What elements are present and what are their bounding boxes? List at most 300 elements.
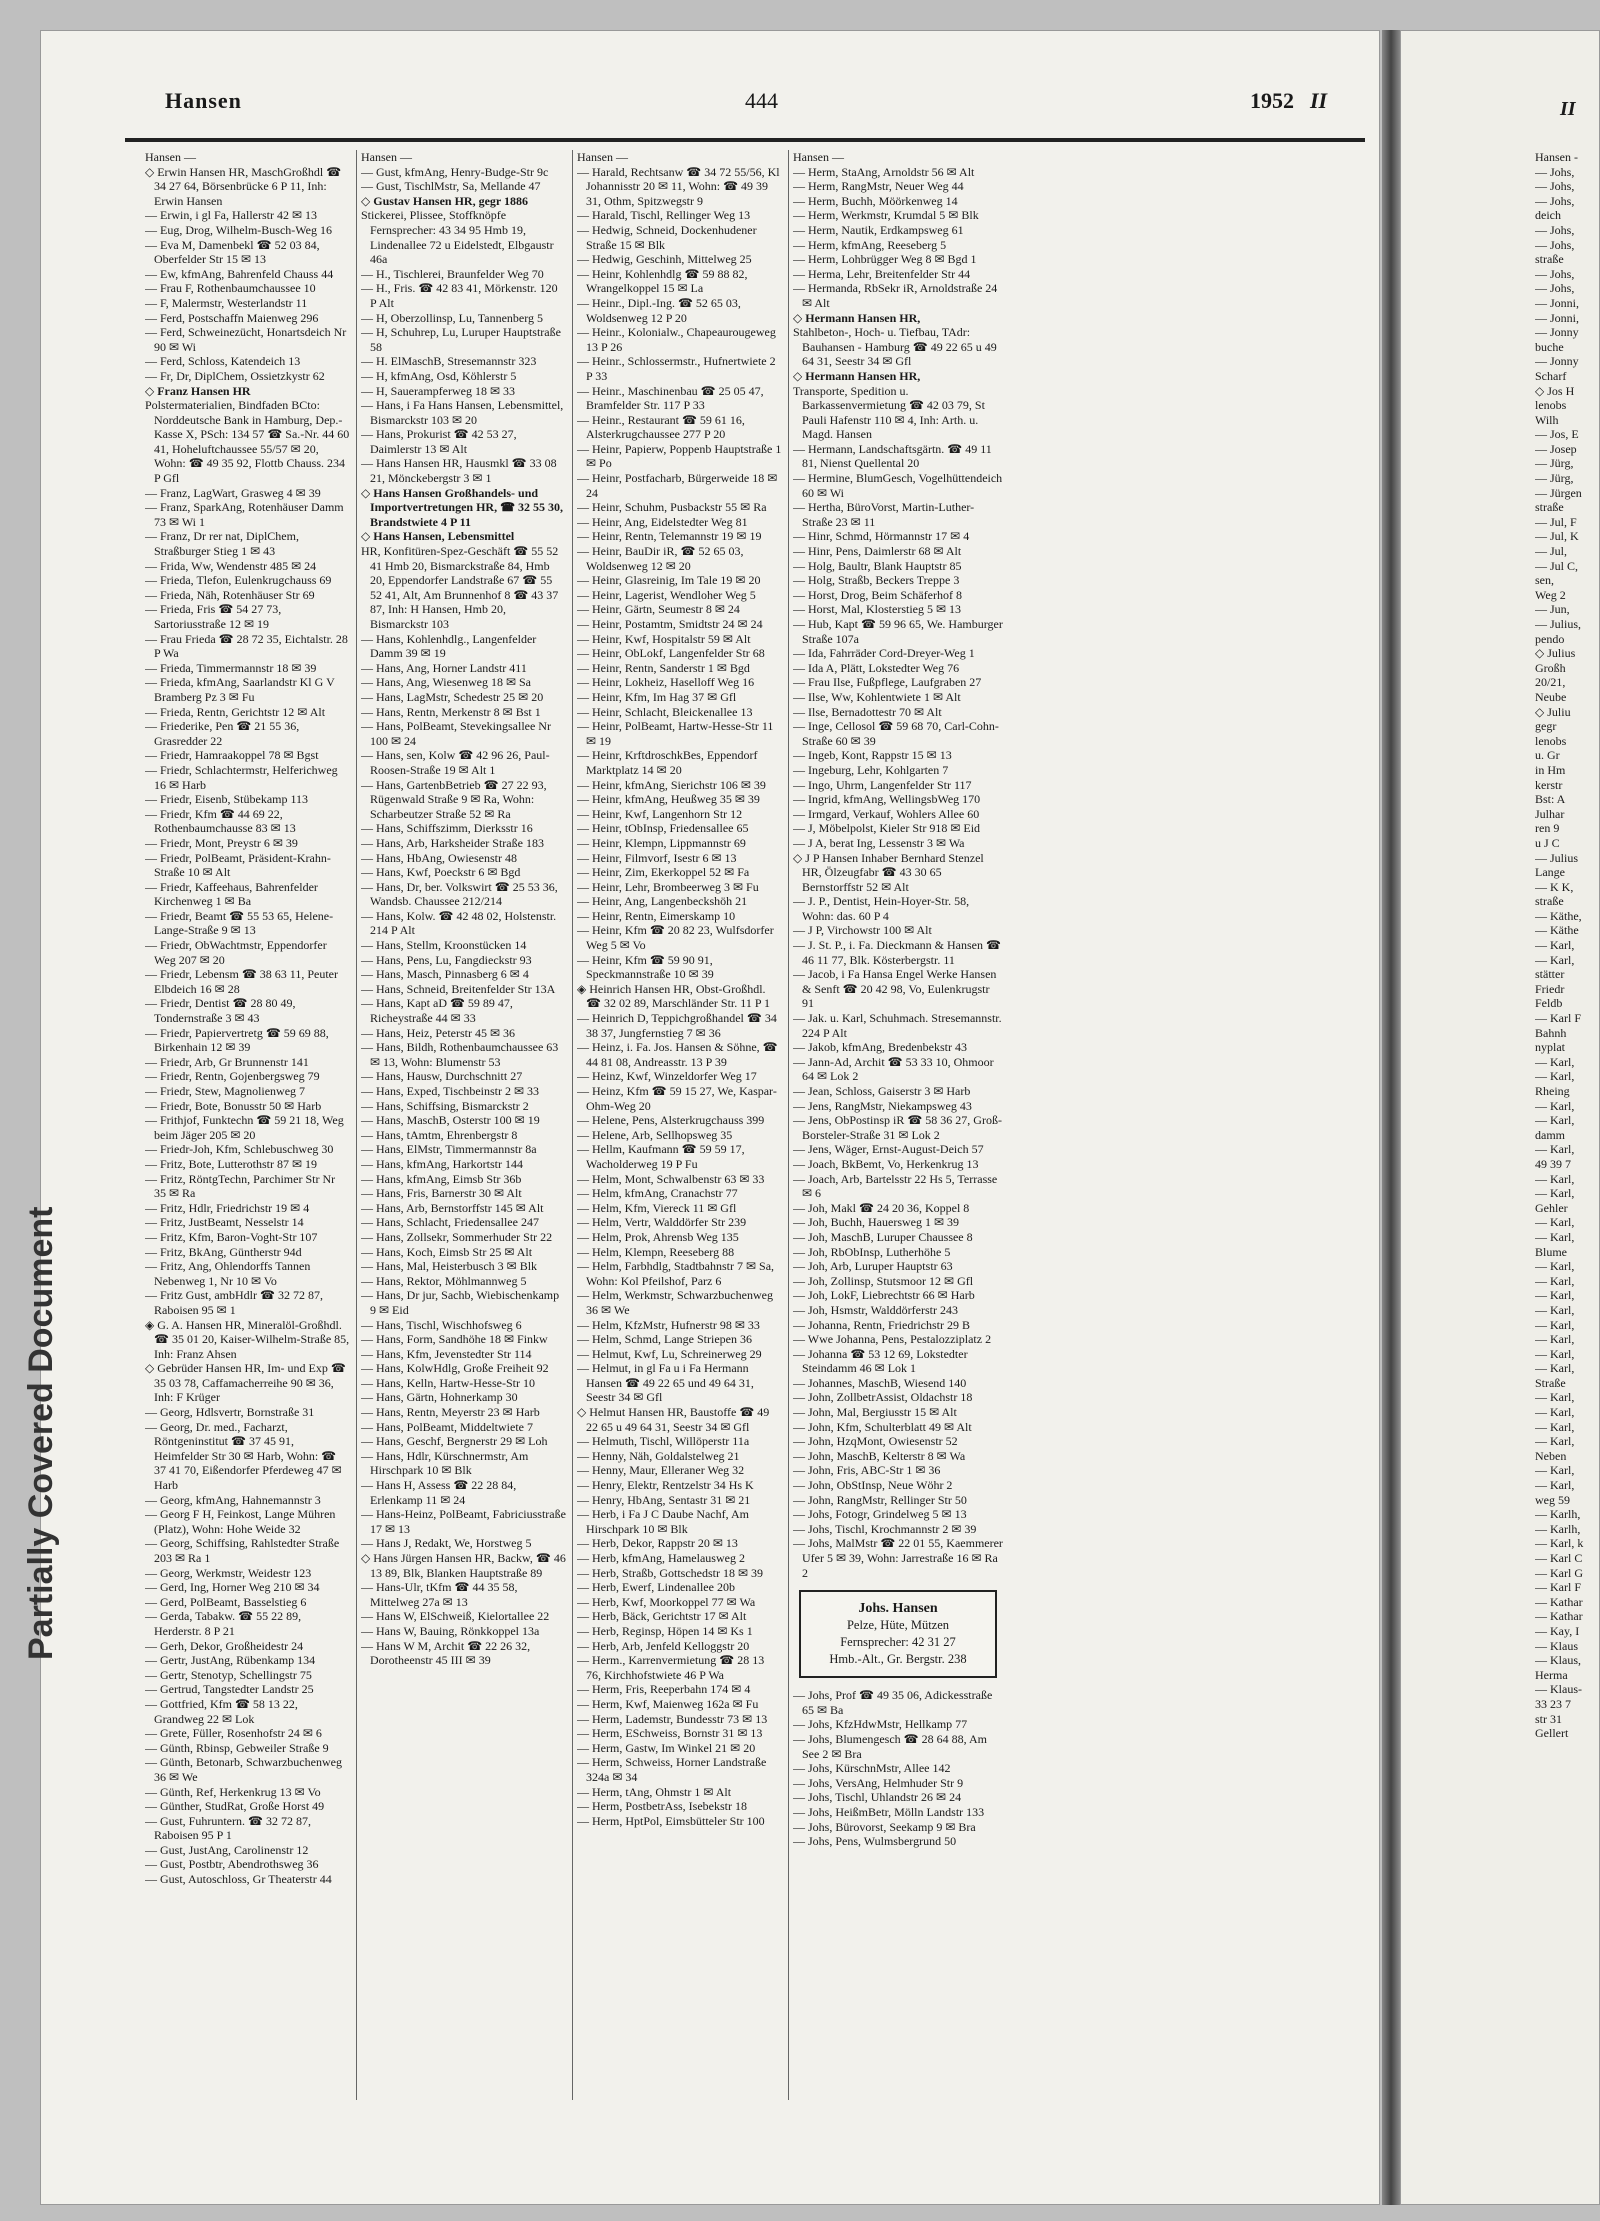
directory-entry: — Johs, Blumengesch ☎ 28 64 88, Am See 2 ✉ Bra xyxy=(793,1731,987,1761)
adjacent-entry: straße xyxy=(1535,894,1564,909)
directory-entry: — Herb, Kwf, Moorkoppel 77 ✉ Wa xyxy=(577,1594,756,1609)
directory-entry: ◇ Franz Hansen HR xyxy=(145,383,251,398)
adjacent-entry: lenobs xyxy=(1535,398,1567,413)
directory-entry: — Heinr, Papierw, Poppenb Hauptstraße 1 ✉ Po xyxy=(577,441,782,471)
directory-entry: — Johannes, MaschB, Wiesend 140 xyxy=(793,1375,967,1390)
directory-entry: — Frithjof, Funktechn ☎ 59 21 18, Weg beim Jäger 205 ✉ 20 xyxy=(145,1113,344,1142)
adjacent-entry: Straße xyxy=(1535,1375,1566,1390)
adjacent-entry: — Karl, xyxy=(1535,1346,1575,1361)
directory-entry: — Hinr, Pens, Daimlerstr 68 ✉ Alt xyxy=(793,544,962,559)
directory-entry: — Heinr., Restaurant ☎ 59 61 16, Alsterkrugchaussee 277 P 20 xyxy=(577,412,745,442)
directory-entry: — Friedr, ObWachtmstr, Eppendorfer Weg 207 ✉ 20 xyxy=(145,938,327,967)
directory-entry: — Heinr, Kfm ☎ 20 82 23, Wulfsdorfer Weg 5 ✉ Vo xyxy=(577,923,774,953)
adjacent-entry: 49 39 7 xyxy=(1535,1156,1571,1171)
directory-entry: — Fritz, BkAng, Güntherstr 94d xyxy=(145,1244,302,1259)
adjacent-entry: — Julius, xyxy=(1535,617,1582,631)
directory-entry: — J P, Virchowstr 100 ✉ Alt xyxy=(793,923,932,938)
directory-entry: — Helm, Mont, Schwalbenstr 63 ✉ 33 xyxy=(577,1171,765,1186)
directory-entry: — Henry, Elektr, Rentzelstr 34 Hs K xyxy=(577,1478,754,1493)
directory-entry: — Henry, HbAng, Sentastr 31 ✉ 21 xyxy=(577,1492,751,1507)
directory-entry: — Heinr, Kfm ☎ 59 90 91, Speckmannstraße 10 ✉ 39 xyxy=(577,952,714,982)
directory-entry: — Hans, Kohlenhdlg., Langenfelder Damm 39 ✉ 19 xyxy=(361,631,537,661)
ad-line: Pelze, Hüte, Mützen xyxy=(846,1618,950,1633)
directory-entry: — Ida A, Plätt, Lokstedter Weg 76 xyxy=(793,660,960,675)
directory-entry: — H. ElMaschB, Stresemannstr 323 xyxy=(361,354,537,369)
adjacent-entry: — Jürgen xyxy=(1535,485,1582,500)
directory-entry: — Heinr, kfmAng, Sierichstr 106 ✉ 39 xyxy=(577,777,766,792)
directory-entry: — Johs, MalMstr ☎ 22 01 55, Kaemmerer Ufer 5 ✉ 39, Wohn: Jarrestraße 16 ✉ Ra 2 xyxy=(793,1536,1003,1580)
column-divider xyxy=(356,150,357,2100)
directory-entry: — Friedr, Eisenb, Stübekamp 113 xyxy=(145,792,309,807)
directory-entry: — H, Schuhrep, Lu, Luruper Hauptstraße 58 xyxy=(361,325,561,354)
directory-entry: — Joh, MaschB, Luruper Chaussee 8 xyxy=(793,1229,973,1244)
adjacent-entry: — Jürg, xyxy=(1535,471,1574,486)
column-divider xyxy=(572,150,573,2100)
directory-entry: — Hans, Arb, Bernstorffstr 145 ✉ Alt xyxy=(361,1200,544,1215)
adjacent-entry: — Karl, xyxy=(1535,1405,1575,1420)
directory-entry: — Herm, Lademstr, Bundesstr 73 ✉ 13 xyxy=(577,1711,768,1726)
directory-entry: — Georg, Dr. med., Facharzt, Röntgeninstitut ☎ 37 45 91, Heimfelder Str 30 ✉ Harb, Wohn: ☎ 37 41 70, Eißendorfer Pferdeweg 47 ✉ Harb xyxy=(145,1419,342,1493)
directory-entry: — Friedr, Rentn, Gojenbergsweg 79 xyxy=(145,1069,320,1084)
directory-entry: — Hans, Ang, Horner Landstr 411 xyxy=(361,660,527,675)
directory-entry: — Ingo, Uhrm, Langenfelder Str 117 xyxy=(793,777,972,792)
directory-entry: — Friedr, Hamraakoppel 78 ✉ Bgst xyxy=(145,748,319,763)
spine-watermark xyxy=(0,960,60,1660)
advertisement-box xyxy=(799,1590,997,1678)
directory-entry: — Jann-Ad, Archit ☎ 53 33 10, Ohmoor 64 ✉ Lok 2 xyxy=(793,1054,994,1084)
adjacent-entry: — K K, xyxy=(1535,879,1574,894)
directory-entry: — Fritz, Hdlr, Friedrichstr 19 ✉ 4 xyxy=(145,1200,310,1215)
directory-entry: Stickerei, Plissee, Stoffknöpfe Fernsprecher: 43 34 95 Hmb 19, Lindenallee 72 u Eidelstedt, Elbgaustr 46a xyxy=(361,208,554,267)
directory-entry: — Heinr, PolBeamt, Hartw-Hesse-Str 11 ✉ 19 xyxy=(577,719,774,748)
adjacent-entry: Neben xyxy=(1535,1448,1567,1463)
adjacent-entry: — Jul, K xyxy=(1535,529,1579,544)
adjacent-entry: Gellert xyxy=(1535,1726,1569,1741)
directory-entry: — Johs, Fotogr, Grindelweg 5 ✉ 13 xyxy=(793,1507,967,1522)
adjacent-entry: damm xyxy=(1535,1127,1565,1142)
directory-entry: — Holg, Baultr, Blank Hauptstr 85 xyxy=(793,558,962,573)
directory-entry: — Frieda, Rentn, Gerichtstr 12 ✉ Alt xyxy=(145,704,326,719)
adjacent-entry: straße xyxy=(1535,500,1564,515)
directory-entry: — Fritz, JustBeamt, Nesselstr 14 xyxy=(145,1215,304,1230)
adjacent-entry: u. Gr xyxy=(1535,748,1560,763)
header-name: Hansen xyxy=(165,88,242,113)
header-year: 1952 xyxy=(1250,88,1294,113)
directory-entry: ◈ Heinrich Hansen HR, Obst-Großhdl. ☎ 32 02 89, Marschländer Str. 11 P 1 xyxy=(577,981,771,1011)
directory-entry: — Frieda, Fris ☎ 54 27 73, Sartoriusstraße 12 ✉ 19 xyxy=(145,602,282,631)
directory-entry: — Franz, Dr rer nat, DiplChem, Straßburger Stieg 1 ✉ 43 xyxy=(145,529,299,559)
directory-entry: — Hans, Mal, Heisterbusch 3 ✉ Blk xyxy=(361,1259,538,1274)
directory-entry: — Günth, Rbinsp, Gebweiler Straße 9 xyxy=(145,1740,329,1755)
directory-entry: — Ilse, Ww, Kohlentwiete 1 ✉ Alt xyxy=(793,689,961,704)
directory-entry: — Joach, Arb, Bartelsstr 22 Hs 5, Terrasse ✉ 6 xyxy=(793,1171,998,1201)
directory-entry: ◇ Gustav Hansen HR, gegr 1886 xyxy=(361,193,529,208)
adjacent-entry: — Karl, xyxy=(1535,1186,1575,1201)
adjacent-entry: — Karl, xyxy=(1535,1054,1575,1069)
adjacent-entry: Julhar xyxy=(1535,806,1565,821)
adjacent-entry: lenobs xyxy=(1535,733,1567,748)
directory-entry: — Hermann, Landschaftsgärtn. ☎ 49 11 81, Nienst Quellental 20 xyxy=(793,441,992,471)
directory-entry: — Hans, HbAng, Owiesenstr 48 xyxy=(361,850,517,865)
directory-entry: — Hans, Dr jur, Sachb, Wiebischenkamp 9 ✉ Eid xyxy=(361,1288,560,1317)
directory-entry: — Hans H, Assess ☎ 22 28 84, Erlenkamp 11 ✉ 24 xyxy=(361,1478,517,1507)
directory-entry: — Frau F, Rothenbaumchaussee 10 xyxy=(145,281,316,296)
spine-text: Partially Covered Document xyxy=(22,1206,60,1660)
directory-entry: — Gertr, JustAng, Rübenkamp 134 xyxy=(145,1653,316,1668)
directory-entry: — Johs, KfzHdwMstr, Hellkamp 77 xyxy=(793,1717,968,1732)
adjacent-entry: — Karl, xyxy=(1535,1361,1575,1376)
directory-entry: — Joh, Arb, Luruper Hauptstr 63 xyxy=(793,1259,953,1274)
adjacent-entry: — Karl, xyxy=(1535,938,1575,953)
directory-entry: — Heinr, Gärtn, Seumestr 8 ✉ 24 xyxy=(577,602,740,617)
directory-entry: — Herm, RangMstr, Neuer Weg 44 xyxy=(793,179,964,194)
directory-entry: — Hans, Geschf, Bergnerstr 29 ✉ Loh xyxy=(361,1434,548,1449)
directory-entry: — Georg F H, Feinkost, Lange Mühren (Platz), Wohn: Hohe Weide 32 xyxy=(145,1507,336,1536)
directory-entry: — Günth, Betonarb, Schwarzbuchenweg 36 ✉ We xyxy=(145,1755,342,1784)
directory-entry: — Herm, Nautik, Erdkampsweg 61 xyxy=(793,222,964,237)
directory-entry: — Herm, Buchh, Möörkenweg 14 xyxy=(793,193,958,208)
directory-entry: — Fritz, Kfm, Baron-Voght-Str 107 xyxy=(145,1229,318,1244)
adjacent-entry: buche xyxy=(1535,339,1564,354)
directory-entry: — Heinr, Schlacht, Bleickenallee 13 xyxy=(577,704,753,719)
directory-entry: — Ingeb, Kont, Rappstr 15 ✉ 13 xyxy=(793,748,952,763)
directory-entry: — Gust, JustAng, Carolinenstr 12 xyxy=(145,1842,309,1857)
directory-entry: — Grete, Füller, Rosenhofstr 24 ✉ 6 xyxy=(145,1726,322,1741)
directory-entry: — Frieda, Timmermannstr 18 ✉ 39 xyxy=(145,660,317,675)
adjacent-entry: — Jonni, xyxy=(1535,310,1580,325)
directory-entry: — J, Möbelpolst, Kieler Str 918 ✉ Eid xyxy=(793,821,981,836)
directory-entry: — Johs, Pens, Wulmsbergrund 50 xyxy=(793,1834,957,1849)
directory-entry: — H, Oberzollinsp, Lu, Tannenberg 5 xyxy=(361,310,544,325)
directory-entry: — Herm, StaAng, Arnoldstr 56 ✉ Alt xyxy=(793,164,975,179)
directory-entry: — Hans, Hdlr, Kürschnermstr, Am Hirschpark 10 ✉ Blk xyxy=(361,1448,529,1478)
directory-entry: — Heinr, tObInsp, Friedensallee 65 xyxy=(577,821,749,836)
directory-entry: — Helene, Arb, Sellhopsweg 35 xyxy=(577,1127,733,1142)
directory-entry: — Horst, Drog, Beim Schäferhof 8 xyxy=(793,587,962,602)
directory-entry: — Friedr, Dentist ☎ 28 80 49, Tondernstraße 3 ✉ 43 xyxy=(145,996,296,1026)
directory-entry: — J. St. P., i. Fa. Dieckmann & Hansen ☎ 46 11 77, Blk. Kösterbergstr. 11 xyxy=(793,938,1001,967)
adjacent-entry: Friedr xyxy=(1535,981,1565,996)
directory-entry: — Hans, Gärtn, Hohnerkamp 30 xyxy=(361,1390,518,1405)
directory-entry: — Helm, Kfm, Viereck 11 ✉ Gfl xyxy=(577,1200,737,1215)
directory-entry: — Helm, Farbhdlg, Stadtbahnstr 7 ✉ Sa, Wohn: Kol Pfeilshof, Parz 6 xyxy=(577,1259,775,1288)
directory-entry: — Hertha, BüroVorst, Martin-Luther-Straße 23 ✉ 11 xyxy=(793,500,975,529)
directory-entry: — Hans-Ulr, tKfm ☎ 44 35 58, Mittelweg 27a ✉ 13 xyxy=(361,1580,518,1609)
directory-entry: — Heinr, Schuhm, Pusbackstr 55 ✉ Ra xyxy=(577,500,767,515)
directory-entry: — Hans, Koch, Eimsb Str 25 ✉ Alt xyxy=(361,1244,533,1259)
adjacent-entry: ◇ Jos H xyxy=(1535,383,1575,398)
directory-entry: — Johs, HeißmBetr, Mölln Landstr 133 xyxy=(793,1804,985,1819)
adjacent-entry: str 31 xyxy=(1535,1711,1562,1726)
directory-entry: — Heinr, Rentn, Sanderstr 1 ✉ Bgd xyxy=(577,660,750,675)
directory-entry: — Jacob, i Fa Hansa Engel Werke Hansen & Senft ☎ 20 42 98, Vo, Eulenkrugstr 91 xyxy=(793,967,997,1011)
directory-entry: — Heinr, Filmvorf, Isestr 6 ✉ 13 xyxy=(577,850,737,865)
directory-entry: — Eva M, Damenbekl ☎ 52 03 84, Oberfelder Str 15 ✉ 13 xyxy=(145,237,320,267)
directory-entry: — Hans, kfmAng, Eimsb Str 36b xyxy=(361,1171,522,1186)
directory-entry: — Joh, Hsmstr, Walddörferstr 243 xyxy=(793,1302,958,1317)
directory-entry: — Hans J, Redakt, We, Horstweg 5 xyxy=(361,1536,532,1551)
directory-entry: ◇ J P Hansen Inhaber Bernhard Stenzel HR, Ölzeugfabr ☎ 43 30 65 Bernstorffstr 52 ✉ Alt xyxy=(793,850,984,894)
directory-entry: — Erwin, i gl Fa, Hallerstr 42 ✉ 13 xyxy=(145,208,318,223)
ad-line: Fernsprecher: 42 31 27 xyxy=(840,1635,956,1650)
directory-entry: — Johs, Bürovorst, Seekamp 9 ✉ Bra xyxy=(793,1819,976,1834)
directory-entry: — Helm, Werkmstr, Schwarzbuchenweg 36 ✉ We xyxy=(577,1288,773,1317)
adjacent-entry: Lange xyxy=(1535,865,1565,880)
directory-entry: — Hans, Bildh, Rothenbaumchaussee 63 ✉ 13, Wohn: Blumenstr 53 xyxy=(361,1040,559,1069)
column-3 xyxy=(577,150,782,2100)
directory-entry: — Hans, Pens, Lu, Fangdieckstr 93 xyxy=(361,952,532,967)
directory-entry: — John, ZollbetrAssist, Oldachstr 18 xyxy=(793,1390,973,1405)
directory-entry: — Holg, Straßb, Beckers Treppe 3 xyxy=(793,573,960,588)
adjacent-entry: — Jonni, xyxy=(1535,295,1580,310)
directory-entry: — F, Malermstr, Westerlandstr 11 xyxy=(145,295,308,310)
adjacent-entry: ren 9 xyxy=(1535,821,1560,836)
directory-entry: — Helm, Prok, Ahrensb Weg 135 xyxy=(577,1229,739,1244)
directory-entry: — Hedwig, Schneid, Dockenhudener Straße 15 ✉ Blk xyxy=(577,222,757,252)
directory-entry: — John, Mal, Bergiusstr 15 ✉ Alt xyxy=(793,1405,957,1420)
directory-entry: — Heinr, kfmAng, Heußweg 35 ✉ 39 xyxy=(577,792,760,807)
header-volume: II xyxy=(1310,88,1328,113)
directory-entry: — Herm, PostbetrAss, Isebekstr 18 xyxy=(577,1799,747,1814)
directory-entry: — Joh, RbObInsp, Lutherhöhe 5 xyxy=(793,1244,951,1259)
directory-entry: — H., Tischlerei, Braunfelder Weg 70 xyxy=(361,266,544,281)
adjacent-entry: — Kathar xyxy=(1535,1609,1583,1624)
directory-entry: Hansen — xyxy=(577,150,628,164)
directory-entry: — Hans, Tischl, Wischhofsweg 6 xyxy=(361,1317,522,1332)
adjacent-entry: — Karl F xyxy=(1535,1011,1581,1026)
adjacent-entry: straße xyxy=(1535,252,1564,267)
adjacent-entry: — Jonny xyxy=(1535,354,1579,369)
directory-entry: — Hans, Fris, Barnerstr 30 ✉ Alt xyxy=(361,1186,522,1201)
directory-entry: — Hans W, Bauing, Rönkkoppel 13a xyxy=(361,1623,540,1638)
directory-entry: — Fritz Gust, ambHdlr ☎ 32 72 87, Raboisen 95 ✉ 1 xyxy=(145,1288,323,1317)
adjacent-entry: — Käthe xyxy=(1535,923,1579,938)
directory-entry: — Joh, Makl ☎ 24 20 36, Koppel 8 xyxy=(793,1200,970,1215)
directory-entry: — Helene, Pens, Alsterkrugchauss 399 xyxy=(577,1113,765,1128)
directory-entry: — Jean, Schloss, Gaiserstr 3 ✉ Harb xyxy=(793,1084,971,1098)
directory-entry: — Hans, Arb, Harksheider Straße 183 xyxy=(361,835,544,850)
directory-entry: — Hans, Rentn, Merkenstr 8 ✉ Bst 1 xyxy=(361,704,541,719)
directory-entry: — Herb, Bäck, Gerichtstr 17 ✉ Alt xyxy=(577,1609,747,1624)
directory-entry: — Friedr, Kaffeehaus, Bahrenfelder Kirchenweg 1 ✉ Ba xyxy=(145,879,318,909)
adjacent-entry: — Karl, xyxy=(1535,1434,1575,1449)
directory-entry: — Friedr, Mont, Preystr 6 ✉ 39 xyxy=(145,835,298,850)
directory-entry: — Hans, Schiffszimm, Dierksstr 16 xyxy=(361,821,533,836)
directory-entry: — Hans, Schlacht, Friedensallee 247 xyxy=(361,1215,539,1230)
directory-entry: — Heinr, Ang, Eidelstedter Weg 81 xyxy=(577,514,748,529)
directory-entry: — Herm, Fris, Reeperbahn 174 ✉ 4 xyxy=(577,1682,751,1697)
directory-entry: — Herm, HptPol, Eimsbütteler Str 100 xyxy=(577,1813,765,1828)
adjacent-entry: — Kay, I xyxy=(1535,1623,1580,1638)
adjacent-entry: — Jos, E xyxy=(1535,427,1579,442)
directory-entry: — Gust, Postbtr, Abendrothsweg 36 xyxy=(145,1857,319,1872)
directory-entry: ◇ Hermann Hansen HR, xyxy=(793,310,921,325)
adjacent-entry: — Karl G xyxy=(1535,1565,1583,1580)
directory-entry: — Frau Ilse, Fußpflege, Laufgraben 27 xyxy=(793,675,982,690)
directory-entry: — Gust, Fuhruntern. ☎ 32 72 87, Raboisen 95 P 1 xyxy=(145,1813,311,1843)
adjacent-entry: Großh xyxy=(1535,660,1566,675)
directory-entry: — Ingeburg, Lehr, Kohlgarten 7 xyxy=(793,762,949,777)
adjacent-entry: — Klaus- xyxy=(1535,1682,1582,1697)
directory-entry: — Helm, Vertr, Walddörfer Str 239 xyxy=(577,1215,747,1230)
directory-entry: — Hans, i Fa Hans Hansen, Lebensmittel, Bismarckstr 103 ✉ 20 xyxy=(361,398,564,427)
directory-entry: — H, Sauerampferweg 18 ✉ 33 xyxy=(361,383,516,398)
directory-entry: — Herb, Ewerf, Lindenallee 20b xyxy=(577,1580,735,1595)
directory-entry: — Frau Frieda ☎ 28 72 35, Eichtalstr. 28 P Wa xyxy=(145,631,348,661)
directory-entry: — Franz, LagWart, Grasweg 4 ✉ 39 xyxy=(145,485,321,500)
directory-entry: — Herb, Straßb, Gottschedstr 18 ✉ 39 xyxy=(577,1565,764,1580)
adjacent-entry: in Hm xyxy=(1535,762,1566,777)
directory-entry: — Friedr-Joh, Kfm, Schlebuschweg 30 xyxy=(145,1142,334,1157)
directory-entry: — Ilse, Bernadottestr 70 ✉ Alt xyxy=(793,704,942,719)
directory-entry: — Heinr, ObLokf, Langenfelder Str 68 xyxy=(577,646,765,661)
directory-entry: — Hans, Rentn, Meyerstr 23 ✉ Harb xyxy=(361,1405,540,1420)
directory-entry: — John, MaschB, Kelterstr 8 ✉ Wa xyxy=(793,1448,966,1463)
directory-entry: — Hans, Schneid, Breitenfelder Str 13A xyxy=(361,981,556,996)
adjacent-entry: — Julius xyxy=(1535,850,1579,865)
adjacent-entry: u J C xyxy=(1535,835,1560,850)
directory-entry: — Hans, PolBeamt, Stevekingsallee Nr 100 ✉ 24 xyxy=(361,719,551,748)
directory-entry: — Joh, Zollinsp, Stutsmoor 12 ✉ Gfl xyxy=(793,1273,974,1288)
directory-entry: — J A, berat Ing, Lessenstr 3 ✉ Wa xyxy=(793,835,965,850)
directory-entry: — Hans, LagMstr, Schedestr 25 ✉ 20 xyxy=(361,689,544,704)
directory-entry: — Herm, Lohbrügger Weg 8 ✉ Bgd 1 xyxy=(793,252,977,267)
directory-entry: — Gust, TischlMstr, Sa, Mellande 47 xyxy=(361,179,541,194)
adjacent-entry: — Käthe, xyxy=(1535,908,1582,923)
directory-entry: ◇ Hans Jürgen Hansen HR, Backw, ☎ 46 13 89, Blk, Blanken Hauptstraße 89 xyxy=(361,1551,566,1580)
directory-entry: — Heinr., Schlossermstr., Hufnertwiete 2 P 33 xyxy=(577,354,776,383)
adjacent-entry: Hansen - xyxy=(1535,150,1578,164)
directory-entry: — Irmgard, Verkauf, Wohlers Allee 60 xyxy=(793,806,980,821)
directory-entry: — Henny, Näh, Goldalstelweg 21 xyxy=(577,1448,740,1463)
directory-entry: HR, Konfitüren-Spez-Geschäft ☎ 55 52 41 Hmb 20, Bismarckstraße 84, Hmb 20, Eppendorfer Landstraße 67 ☎ 55 52 41, Alt, Am Brunnenhof 8 ☎ 43 37 87, Inh: H Hansen, Hmb 20, Bismarckstr 103 xyxy=(361,544,559,631)
adjacent-entry: — Jul C, xyxy=(1535,558,1579,573)
directory-entry: — Jens, ObPostinsp iR ☎ 58 36 27, Groß-Borsteler-Straße 31 ✉ Lok 2 xyxy=(793,1113,1002,1142)
directory-entry: — Helmut, Kwf, Lu, Schreinerweg 29 xyxy=(577,1346,762,1361)
directory-entry: — Hans, KolwHdlg, Große Freiheit 92 xyxy=(361,1361,549,1376)
directory-entry: — J. P., Dentist, Hein-Hoyer-Str. 58, Wohn: das. 60 P 4 xyxy=(793,894,970,923)
directory-entry: — John, HzqMont, Owiesenstr 52 xyxy=(793,1434,958,1449)
directory-entry: — Jak. u. Karl, Schuhmach. Stresemannstr. 224 P Alt xyxy=(793,1011,1002,1040)
directory-entry: — Hans, sen, Kolw ☎ 42 96 26, Paul-Roosen-Straße 19 ✉ Alt 1 xyxy=(361,748,550,777)
directory-entry: — Gerd, PolBeamt, Basselstieg 6 xyxy=(145,1594,307,1609)
directory-entry: — Hans, Masch, Pinnasberg 6 ✉ 4 xyxy=(361,967,529,982)
adjacent-entry: — Jonny xyxy=(1535,325,1579,340)
directory-entry: — Henny, Maur, Elleraner Weg 32 xyxy=(577,1463,745,1478)
adjacent-entry: Bst: A xyxy=(1535,792,1566,807)
directory-entry: — H, kfmAng, Osd, Köhlerstr 5 xyxy=(361,368,517,383)
directory-entry: — Heinr, KrftdroschkBes, Eppendorf Marktplatz 14 ✉ 20 xyxy=(577,748,758,777)
directory-entry: — Herm, Gastw, Im Winkel 21 ✉ 20 xyxy=(577,1740,756,1755)
adjacent-entry: Weg 2 xyxy=(1535,587,1566,602)
adjacent-entry: stätter xyxy=(1535,967,1565,982)
directory-entry: — John, RangMstr, Rellinger Str 50 xyxy=(793,1492,967,1507)
directory-entry: — Helmuth, Tischl, Willöperstr 11a xyxy=(577,1434,750,1449)
directory-entry: — Ew, kfmAng, Bahrenfeld Chauss 44 xyxy=(145,266,334,281)
header-rule xyxy=(125,138,1365,142)
adjacent-page-column xyxy=(1535,150,1600,2100)
directory-entry: — Herma, Lehr, Breitenfelder Str 44 xyxy=(793,266,971,281)
directory-entry: — Johs, Tischl, Krochmannstr 2 ✉ 39 xyxy=(793,1521,977,1536)
directory-entry: — Joach, BkBemt, Vo, Herkenkrug 13 xyxy=(793,1156,979,1171)
directory-entry: — Herb, i Fa J C Daube Nachf, Am Hirschpark 10 ✉ Blk xyxy=(577,1507,749,1536)
adjacent-entry: — Jul, F xyxy=(1535,514,1577,529)
directory-entry: — Georg, Werkmstr, Weidestr 123 xyxy=(145,1565,312,1580)
page-number: 444 xyxy=(745,88,778,113)
directory-entry: — Hans, GartenbBetrieb ☎ 27 22 93, Rügenwald Straße 9 ✉ Ra, Wohn: Scharbeutzer Straße 52 ✉ Ra xyxy=(361,777,547,821)
adjacent-entry: — Josep xyxy=(1535,441,1577,456)
directory-entry: — Jens, Wäger, Ernst-August-Deich 57 xyxy=(793,1142,984,1157)
page-header xyxy=(125,88,1365,128)
directory-entry: — Helm, Klempn, Reeseberg 88 xyxy=(577,1244,735,1259)
directory-entry: Hansen — xyxy=(361,150,412,164)
directory-entry: — Heinr, BauDir iR, ☎ 52 65 03, Woldsenweg 12 ✉ 20 xyxy=(577,544,744,573)
directory-entry: — Herb, Dekor, Rappstr 20 ✉ 13 xyxy=(577,1536,738,1551)
page-binding xyxy=(1382,30,1400,2205)
adjacent-entry: — Karlh, xyxy=(1535,1507,1581,1522)
directory-entry: — Heinz, Kfm ☎ 59 15 27, We, Kaspar-Ohm-Weg 20 xyxy=(577,1084,777,1113)
directory-entry: — Herm, kfmAng, Reeseberg 5 xyxy=(793,237,947,252)
adjacent-entry: — Johs, xyxy=(1535,193,1575,208)
directory-entry: — Frida, Ww, Wendenstr 485 ✉ 24 xyxy=(145,558,317,573)
directory-entry: — Johanna ☎ 53 12 69, Lokstedter Steindamm 46 ✉ Lok 1 xyxy=(793,1346,968,1376)
adjacent-entry: — Karl, xyxy=(1535,1478,1575,1493)
directory-entry: — Herm, Kwf, Maienweg 162a ✉ Fu xyxy=(577,1696,759,1711)
directory-entry: — Heinr, Ang, Langenbeckshöh 21 xyxy=(577,894,748,909)
directory-entry: — Heinz, Kwf, Winzeldorfer Weg 17 xyxy=(577,1069,757,1084)
adjacent-entry: ◇ Julius xyxy=(1535,646,1576,661)
directory-entry: — Joh, LokF, Liebrechtstr 66 ✉ Harb xyxy=(793,1288,975,1303)
directory-entry: — Gerh, Dekor, Großheidestr 24 xyxy=(145,1638,304,1653)
column-2 xyxy=(361,150,566,2100)
directory-entry: — Hans, ElMstr, Timmermannstr 8a xyxy=(361,1142,537,1157)
adjacent-entry: — Kathar xyxy=(1535,1594,1583,1609)
directory-entry: — Hans, Form, Sandhöhe 18 ✉ Finkw xyxy=(361,1332,548,1347)
directory-entry: — Hans, Kolw. ☎ 42 48 02, Holstenstr. 214 P Alt xyxy=(361,908,557,938)
directory-entry: — John, Kfm, Schulterblatt 49 ✉ Alt xyxy=(793,1419,972,1434)
directory-entry: — Gertrud, Tangstedter Landstr 25 xyxy=(145,1682,314,1697)
directory-entry: — Herm., Karrenvermietung ☎ 28 13 76, Kirchhofstwiete 46 P Wa xyxy=(577,1653,765,1682)
column-1 xyxy=(145,150,350,2100)
directory-entry: — Hans, Kfm, Jevenstedter Str 114 xyxy=(361,1346,532,1361)
directory-entry: — Horst, Mal, Klosterstieg 5 ✉ 13 xyxy=(793,602,962,617)
directory-entry: — Hans, Zollsekr, Sommerhuder Str 22 xyxy=(361,1229,553,1244)
directory-entry: — Heinr, Lehr, Brombeerweg 3 ✉ Fu xyxy=(577,879,759,894)
adjacent-entry: gegr xyxy=(1535,719,1557,734)
adjacent-entry: — Karl, xyxy=(1535,1113,1575,1128)
directory-entry: — Heinr, Glasreinig, Im Tale 19 ✉ 20 xyxy=(577,573,761,588)
directory-entry: — Heinr, Rentn, Eimerskamp 10 xyxy=(577,908,736,923)
directory-entry: — Hans Hansen HR, Hausmkl ☎ 33 08 21, Mönckebergstr 3 ✉ 1 xyxy=(361,456,557,486)
directory-entry: — Helm, KfzMstr, Hufnerstr 98 ✉ 33 xyxy=(577,1317,760,1332)
directory-entry: Hansen — xyxy=(793,150,844,164)
directory-entry: — Harald, Rechtsanw ☎ 34 72 55/56, Kl Johannisstr 20 ✉ 11, Wohn: ☎ 49 39 31, Othm, Spitzwegstr 9 xyxy=(577,164,780,208)
adjacent-entry: — Johs, xyxy=(1535,237,1575,252)
directory-entry: — Herm, ESchweiss, Bornstr 31 ✉ 13 xyxy=(577,1726,763,1741)
directory-entry: — Johs, VersAng, Helmhuder Str 9 xyxy=(793,1775,964,1790)
directory-entry: — Hans, Schiffsing, Bismarckstr 2 xyxy=(361,1098,529,1113)
directory-entry: — Heinr, Rentn, Telemannstr 19 ✉ 19 xyxy=(577,529,762,544)
directory-entry: — Friedr, PolBeamt, Präsident-Krahn-Straße 10 ✉ Alt xyxy=(145,850,331,880)
directory-entry: — Heinz, i. Fa. Jos. Hansen & Söhne, ☎ 44 81 08, Andreasstr. 13 P 39 xyxy=(577,1040,778,1069)
directory-entry: — Hans W, ElSchweiß, Kielortallee 22 xyxy=(361,1609,550,1624)
directory-entry: — Heinr, Kwf, Langenhorn Str 12 xyxy=(577,806,743,821)
directory-entry: — Hans, PolBeamt, Middeltwiete 7 xyxy=(361,1419,533,1434)
directory-entry: — Inge, Cellosol ☎ 59 68 70, Carl-Cohn-Straße 60 ✉ 39 xyxy=(793,719,999,748)
ad-title: Johs. Hansen xyxy=(858,1601,938,1617)
directory-entry: — Friedr, Stew, Magnolienweg 7 xyxy=(145,1084,306,1098)
directory-entry: — Harald, Tischl, Rellinger Weg 13 xyxy=(577,208,751,223)
